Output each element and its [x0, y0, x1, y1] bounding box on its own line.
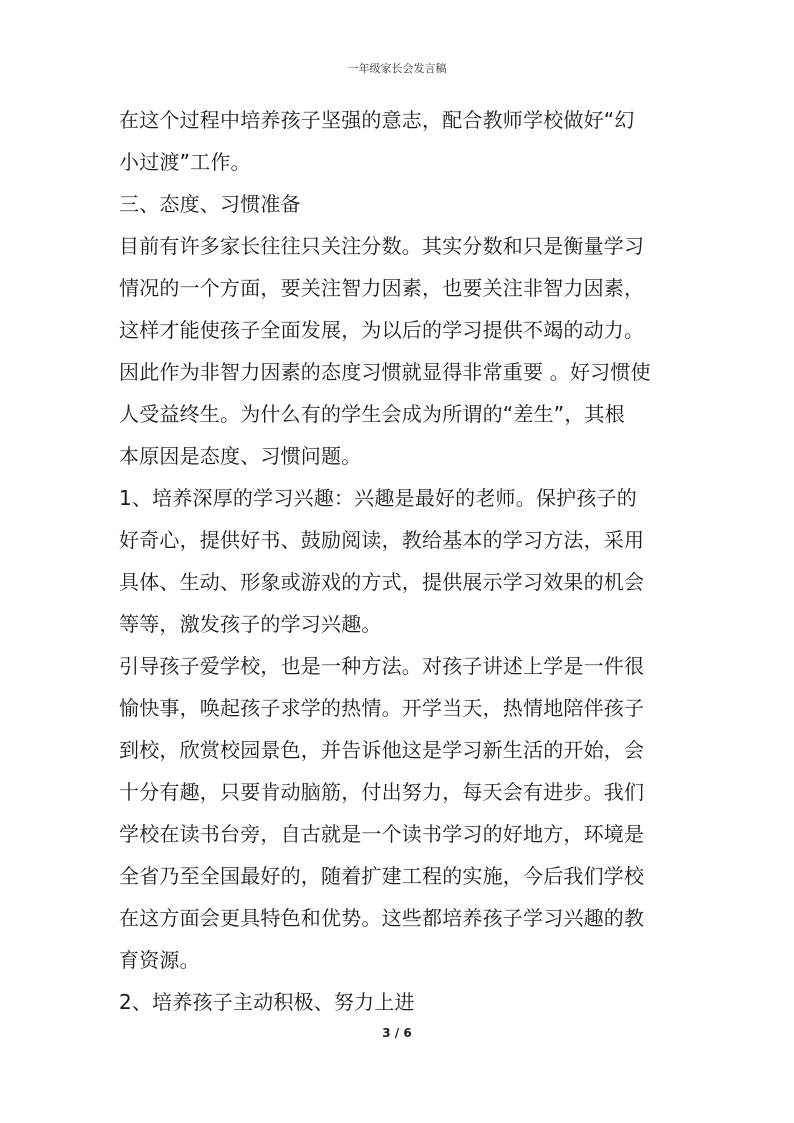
text-line-6: 这样才能使孩子全面发展，为以后的学习提供不竭的动力。 [119, 318, 645, 342]
text-line-11: 好奇心，提供好书、鼓励阅读，教给基本的学习方法，采用 [119, 528, 645, 552]
text-line-20: 在这方面会更具特色和优势。这些都培养孩子学习兴趣的教 [119, 906, 645, 930]
page-header-title: 一年级家长会发言稿 [347, 62, 447, 75]
section-heading-attitude-habits: 三、态度、习惯准备 [119, 192, 301, 216]
text-line-12: 具体、生动、形象或游戏的方式，提供展示学习效果的机会 [119, 570, 645, 594]
text-line-5: 情况的一个方面，要关注智力因素，也要关注非智力因素， [119, 276, 645, 300]
text-line-9: 本原因是态度、习惯问题。 [119, 444, 362, 468]
text-line-2: 小过渡”工作。 [119, 150, 251, 174]
text-line-4: 目前有许多家长往往只关注分数。其实分数和只是衡量学习 [119, 234, 645, 258]
text-line-21: 育资源。 [119, 948, 200, 972]
text-line-1: 在这个过程中培养孩子坚强的意志，配合教师学校做好“幻 [119, 108, 635, 132]
document-body [119, 99, 689, 1023]
text-line-15: 愉快事，唤起孩子求学的热情。开学当天，热情地陪伴孩子 [119, 696, 645, 720]
text-line-17: 十分有趣，只要肯动脑筋，付出努力，每天会有进步。我们 [119, 780, 645, 804]
text-line-19: 全省乃至全国最好的，随着扩建工程的实施，今后我们学校 [119, 864, 645, 888]
text-line-13: 等等，激发孩子的学习兴趣。 [119, 612, 382, 636]
text-line-10: 1、培养深厚的学习兴趣：兴趣是最好的老师。保护孩子的 [119, 486, 637, 510]
text-line-22: 2、培养孩子主动积极、努力上进 [119, 990, 415, 1014]
text-line-14: 引导孩子爱学校，也是一种方法。对孩子讲述上学是一件很 [119, 654, 645, 678]
text-line-8: 人受益终生。为什么有的学生会成为所谓的“差生”，其根 [119, 402, 625, 426]
text-line-16: 到校，欣赏校园景色，并告诉他这是学习新生活的开始，会 [119, 738, 645, 762]
text-line-18: 学校在读书台旁，自古就是一个读书学习的好地方，环境是 [119, 822, 645, 846]
text-line-7: 因此作为非智力因素的态度习惯就显得非常重要 。好习惯使 [119, 360, 651, 384]
page-number: 3 / 6 [382, 1026, 412, 1040]
